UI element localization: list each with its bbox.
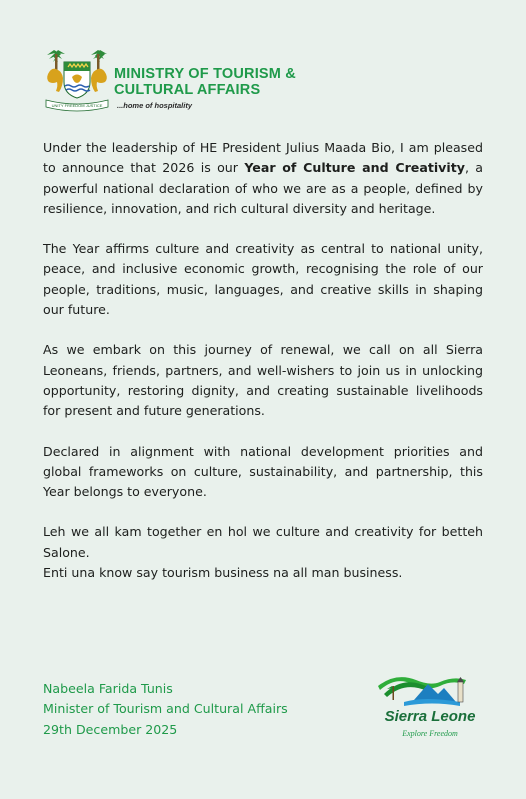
paragraph-2: The Year affirms culture and creativity as central to national unity, peace, and inclusive economic growth, recognising the role of our people, traditions, music, languages, and creative skills in shaping our future. [43, 241, 483, 318]
paragraph-6: Enti una know say tourism business na all man business. [43, 565, 403, 581]
year-of-culture-highlight: Year of Culture and Creativity [244, 160, 465, 176]
ministry-name-line1: MINISTRY OF TOURISM & [114, 66, 296, 82]
signatory-name: Nabeela Farida Tunis [43, 681, 173, 696]
signature-block [43, 679, 288, 740]
coat-motto: UNITY FREEDOM JUSTICE [51, 103, 103, 108]
paragraph-4: Declared in alignment with national development priorities and global frameworks on culture, sustainability, and partnership, this Year belongs to everyone. [43, 443, 483, 500]
letter-body [43, 138, 483, 583]
paragraph-1 [43, 138, 483, 219]
paragraph-1-end: , a powerful national declaration of who we are as a people, defined by resilience, innovation, and rich cultural diversity and heritage. [43, 160, 484, 216]
sierra-leone-brand-logo [374, 664, 486, 746]
ministry-header [42, 44, 342, 116]
ministry-name [114, 66, 296, 98]
paragraph-1-start: Under the leadership of HE President Julius Maada Bio, I am pleased to announce that 2026 is our [43, 140, 483, 176]
letter-date: 29th December 2025 [43, 721, 178, 737]
ministry-name-line2: CULTURAL AFFAIRS [114, 82, 261, 98]
brand-slogan: Explore Freedom [402, 729, 458, 738]
coat-of-arms-icon [42, 44, 112, 112]
paragraph-5: Leh we all kam together en hol we culture and creativity for betteh Salone. [43, 524, 483, 560]
paragraph-3: As we embark on this journey of renewal, we call on all Sierra Leoneans, friends, partners, and well-wishers to join us in unlocking opportunity, restoring dignity, and creating sustainable livelihoods for present and future generations. [43, 342, 483, 419]
brand-wordmark: Sierra Leone [384, 708, 476, 725]
ministry-tagline: ...home of hospitality [117, 101, 193, 110]
signatory-title: Minister of Tourism and Cultural Affairs [43, 701, 288, 717]
